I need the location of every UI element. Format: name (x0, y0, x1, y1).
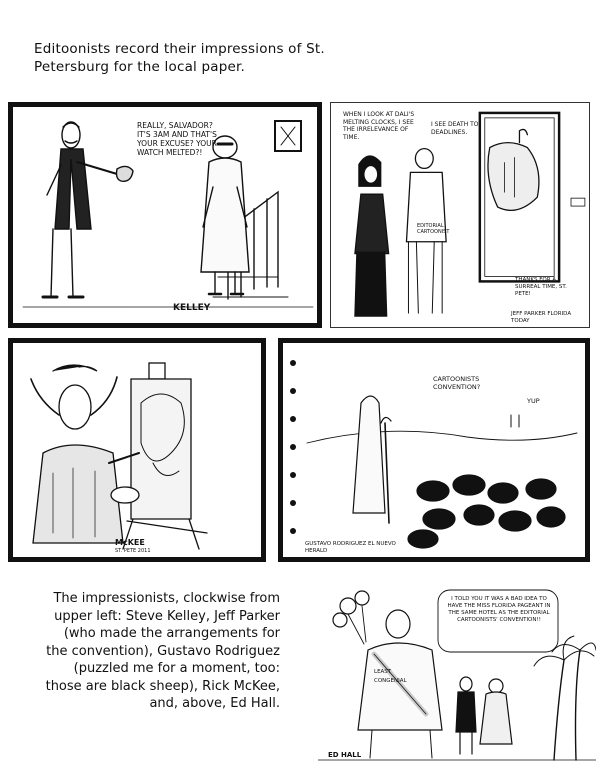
caption-text: The impressionists, clockwise from upper left: Steve Kelley, Jeff Parker (who made the arrangements for the convention), Gustavo Rodriguez (puzzled me for a moment, too: those are black sheep), Rick McKee, and, above, Ed Hall. (45, 591, 280, 711)
parker-man-speech: I SEE DEATH TO DEADLINES. (431, 121, 479, 136)
cartoon-rodriguez (278, 338, 590, 562)
parker-woman-speech: WHEN I LOOK AT DALI'S MELTING CLOCKS, I SEE THE IRRELEVANCE OF TIME. (343, 111, 415, 141)
intro-text: Editoonists record their impressions of St. Petersburg for the local paper. (34, 41, 325, 75)
cartoon-parker (330, 102, 590, 328)
kelley-speech-bubble: REALLY, SALVADOR? IT'S 3AM AND THAT'S YOUR EXCUSE? YOUR WATCH MELTED?! (137, 121, 217, 157)
hall-speech-bubble: I TOLD YOU IT WAS A BAD IDEA TO HAVE THE MISS FLORIDA PAGEANT IN THE SAME HOTEL AS THE EDITORIAL CARTOONISTS' CONVENTION!! (447, 596, 551, 623)
hall-sash-text: LEAST CONGENIAL (374, 669, 407, 684)
mckee-sig-note: ST. PETE 2011 (115, 548, 151, 554)
cartoon-kelley (8, 102, 322, 328)
mckee-drawing (13, 343, 261, 557)
parker-signature: JEFF PARKER FLORIDA TODAY (511, 311, 572, 324)
rodriguez-speech-left: CARTOONISTS CONVENTION? (433, 375, 481, 391)
rodriguez-signature: GUSTAVO RODRIGUEZ EL NUEVO HERALD (305, 541, 396, 554)
parker-shirt-text: EDITORIAL CARTOONIST (417, 223, 450, 235)
mckee-signature: McKEE (115, 538, 145, 547)
rodriguez-speech-right: YUP (527, 397, 540, 405)
kelley-signature: KELLEY (173, 303, 211, 313)
cartoon-mckee (8, 338, 266, 562)
parker-note: THANKS FOR A SURREAL TIME, ST. PETE! (515, 277, 567, 297)
cartoon-hall (318, 584, 596, 764)
hall-signature: ED HALL (328, 751, 362, 759)
